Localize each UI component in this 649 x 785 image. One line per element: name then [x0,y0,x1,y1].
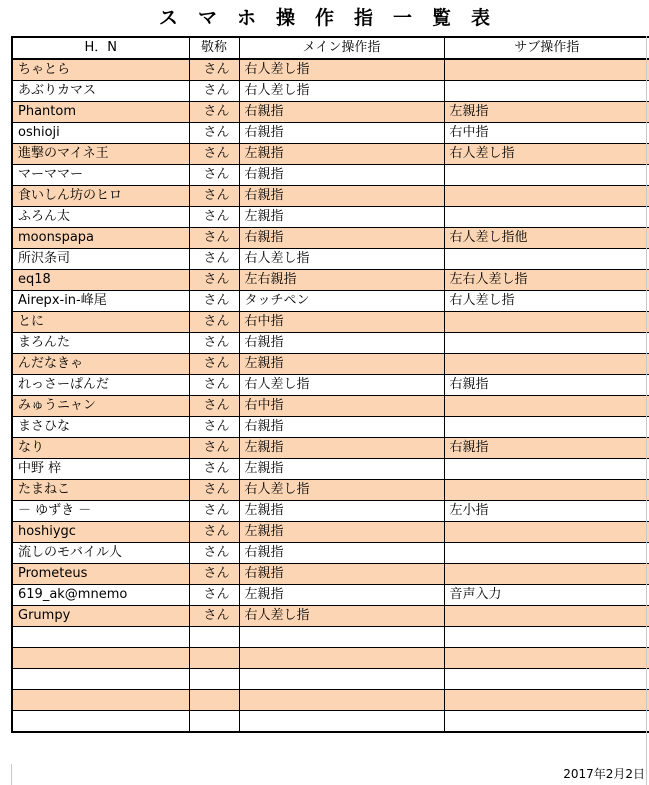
sub-finger-cell[interactable]: 右中指 [444,123,649,144]
table-row [12,459,649,480]
honorific-cell[interactable]: さん [189,354,239,375]
hn-cell[interactable] [12,648,189,669]
hn-cell[interactable]: とに [12,312,189,333]
sub-finger-cell[interactable] [444,333,649,354]
footer-date: 2017年2月2日 [563,767,645,781]
main-finger-cell[interactable]: 左親指 [239,144,444,165]
header-row [12,37,649,59]
header-main-finger: メイン操作指 [239,37,444,59]
main-finger-cell[interactable]: 右親指 [239,228,444,249]
hn-cell[interactable]: んだなきゃ [12,354,189,375]
table-row [12,81,649,102]
table-row [12,186,649,207]
honorific-cell[interactable]: さん [189,228,239,249]
sub-finger-cell[interactable] [444,312,649,333]
table-row [12,690,649,711]
sub-finger-cell[interactable]: 右人差し指 [444,291,649,312]
hn-cell[interactable]: Airepx-in-峰尾 [12,291,189,312]
hn-cell[interactable]: マーママー [12,165,189,186]
title-char: 表 [471,7,491,29]
sub-finger-cell[interactable] [444,165,649,186]
title-char: マ [197,7,217,29]
hn-cell[interactable]: ちゃとら [12,59,189,81]
hn-cell[interactable]: 所沢条司 [12,249,189,270]
grid-border-left [11,764,12,785]
sub-finger-cell[interactable] [444,186,649,207]
main-finger-cell[interactable]: 左右親指 [239,270,444,291]
table-row [12,669,649,690]
main-finger-cell[interactable]: 左親指 [239,207,444,228]
hn-cell[interactable]: － ゆずき － [12,501,189,522]
honorific-cell[interactable]: さん [189,564,239,585]
table-row [12,144,649,165]
sub-finger-cell[interactable] [444,627,649,648]
main-finger-cell[interactable]: 左親指 [239,501,444,522]
honorific-cell[interactable]: さん [189,270,239,291]
main-finger-cell[interactable]: 左親指 [239,459,444,480]
main-finger-cell[interactable] [239,690,444,711]
main-finger-cell[interactable]: タッチペン [239,291,444,312]
honorific-cell[interactable]: さん [189,522,239,543]
honorific-cell[interactable] [189,711,239,732]
hn-cell[interactable]: ふろん太 [12,207,189,228]
table-row [12,207,649,228]
sub-finger-cell[interactable] [444,480,649,501]
sub-finger-cell[interactable] [444,459,649,480]
hn-cell[interactable] [12,690,189,711]
honorific-cell[interactable]: さん [189,438,239,459]
hn-cell[interactable]: あぶりカマス [12,81,189,102]
sub-finger-cell[interactable] [444,648,649,669]
table-row [12,648,649,669]
hn-cell[interactable]: Grumpy [12,606,189,627]
title-char: ホ [236,7,256,29]
sub-finger-cell[interactable]: 右人差し指 [444,144,649,165]
sub-finger-cell[interactable]: 左親指 [444,102,649,123]
honorific-cell[interactable]: さん [189,501,239,522]
honorific-cell[interactable]: さん [189,144,239,165]
main-finger-cell[interactable]: 右中指 [239,312,444,333]
table-row [12,417,649,438]
hn-cell[interactable] [12,669,189,690]
main-finger-cell[interactable] [239,711,444,732]
honorific-cell[interactable]: さん [189,312,239,333]
hn-cell[interactable]: moonspapa [12,228,189,249]
table-row [12,165,649,186]
honorific-cell[interactable]: さん [189,606,239,627]
table-row [12,312,649,333]
honorific-cell[interactable] [189,669,239,690]
title-char: 指 [354,7,374,29]
sub-finger-cell[interactable] [444,249,649,270]
main-finger-cell[interactable]: 右人差し指 [239,249,444,270]
main-finger-cell[interactable]: 右親指 [239,543,444,564]
table-row [12,354,649,375]
hn-cell[interactable]: 中野 梓 [12,459,189,480]
main-finger-cell[interactable]: 右人差し指 [239,606,444,627]
table-row [12,543,649,564]
hn-cell[interactable]: れっさーぱんだ [12,375,189,396]
sub-finger-cell[interactable] [444,543,649,564]
table-row [12,564,649,585]
honorific-cell[interactable]: さん [189,207,239,228]
hn-cell[interactable]: 食いしん坊のヒロ [12,186,189,207]
header-sub-finger: サブ操作指 [444,37,649,59]
hn-cell[interactable]: Prometeus [12,564,189,585]
main-finger-cell[interactable]: 右人差し指 [239,81,444,102]
title-char: 一 [393,7,413,29]
hn-cell[interactable]: 進撃のマイネ王 [12,144,189,165]
hn-cell[interactable]: 流しのモバイル人 [12,543,189,564]
main-finger-cell[interactable] [239,627,444,648]
sub-finger-cell[interactable] [444,711,649,732]
honorific-cell[interactable]: さん [189,249,239,270]
hn-cell[interactable]: なり [12,438,189,459]
sub-finger-cell[interactable]: 音声入力 [444,585,649,606]
sub-finger-cell[interactable]: 左小指 [444,501,649,522]
honorific-cell[interactable]: さん [189,417,239,438]
table-row [12,291,649,312]
sub-finger-cell[interactable] [444,669,649,690]
honorific-cell[interactable]: さん [189,333,239,354]
sub-finger-cell[interactable] [444,354,649,375]
title-char: 操 [275,7,295,29]
table-row [12,59,649,81]
table-row [12,585,649,606]
sub-finger-cell[interactable]: 右親指 [444,375,649,396]
hn-cell[interactable] [12,627,189,648]
sub-finger-cell[interactable] [444,522,649,543]
hn-cell[interactable]: oshioji [12,123,189,144]
honorific-cell[interactable]: さん [189,480,239,501]
table-row [12,249,649,270]
table-row [12,522,649,543]
page-title [0,0,649,36]
main-finger-cell[interactable]: 左親指 [239,522,444,543]
main-finger-cell[interactable]: 右中指 [239,396,444,417]
sub-finger-cell[interactable] [444,417,649,438]
honorific-cell[interactable] [189,690,239,711]
table-row [12,438,649,459]
honorific-cell[interactable]: さん [189,585,239,606]
title-char: ス [158,7,178,29]
table-row [12,228,649,249]
honorific-cell[interactable] [189,648,239,669]
main-finger-cell[interactable]: 右親指 [239,186,444,207]
main-finger-cell[interactable]: 右人差し指 [239,59,444,81]
title-char: 覧 [432,7,452,29]
header-honorific: 敬称 [189,37,239,59]
sub-finger-cell[interactable] [444,207,649,228]
table-row [12,102,649,123]
main-finger-cell[interactable]: 左親指 [239,438,444,459]
sub-finger-cell[interactable] [444,690,649,711]
honorific-cell[interactable]: さん [189,59,239,81]
hn-cell[interactable]: たまねこ [12,480,189,501]
finger-table [11,36,649,733]
table-row [12,606,649,627]
honorific-cell[interactable]: さん [189,81,239,102]
honorific-cell[interactable]: さん [189,165,239,186]
hn-cell[interactable]: まさひな [12,417,189,438]
sub-finger-cell[interactable] [444,59,649,81]
table-row [12,123,649,144]
sub-finger-cell[interactable]: 右親指 [444,438,649,459]
main-finger-cell[interactable]: 右親指 [239,564,444,585]
main-finger-cell[interactable]: 右人差し指 [239,375,444,396]
hn-cell[interactable]: hoshiygc [12,522,189,543]
honorific-cell[interactable]: さん [189,396,239,417]
table-row [12,375,649,396]
honorific-cell[interactable] [189,627,239,648]
honorific-cell[interactable]: さん [189,375,239,396]
honorific-cell[interactable]: さん [189,123,239,144]
hn-cell[interactable]: みゅうニャン [12,396,189,417]
table-row [12,270,649,291]
main-finger-cell[interactable]: 右親指 [239,417,444,438]
header-hn: H．N [12,37,189,59]
main-finger-cell[interactable]: 右人差し指 [239,480,444,501]
table-row [12,480,649,501]
main-finger-cell[interactable]: 右親指 [239,333,444,354]
main-finger-cell[interactable]: 左親指 [239,585,444,606]
honorific-cell[interactable]: さん [189,543,239,564]
honorific-cell[interactable]: さん [189,102,239,123]
main-finger-cell[interactable] [239,669,444,690]
table-row [12,711,649,732]
honorific-cell[interactable]: さん [189,291,239,312]
main-finger-cell[interactable]: 左親指 [239,354,444,375]
main-finger-cell[interactable]: 右親指 [239,123,444,144]
table-row [12,501,649,522]
main-finger-cell[interactable]: 右親指 [239,165,444,186]
table-row [12,627,649,648]
sub-finger-cell[interactable] [444,396,649,417]
table-row [12,333,649,354]
hn-cell[interactable]: 619_ak@mnemo [12,585,189,606]
main-finger-cell[interactable] [239,648,444,669]
honorific-cell[interactable]: さん [189,186,239,207]
main-finger-cell[interactable]: 右親指 [239,102,444,123]
hn-cell[interactable] [12,711,189,732]
grid-border-right [646,36,647,785]
sub-finger-cell[interactable] [444,606,649,627]
sub-finger-cell[interactable]: 右人差し指他 [444,228,649,249]
sub-finger-cell[interactable]: 左右人差し指 [444,270,649,291]
honorific-cell[interactable]: さん [189,459,239,480]
table-row [12,396,649,417]
sub-finger-cell[interactable] [444,81,649,102]
hn-cell[interactable]: まろんた [12,333,189,354]
hn-cell[interactable]: eq18 [12,270,189,291]
title-char: 作 [314,7,334,29]
sub-finger-cell[interactable] [444,564,649,585]
hn-cell[interactable]: Phantom [12,102,189,123]
